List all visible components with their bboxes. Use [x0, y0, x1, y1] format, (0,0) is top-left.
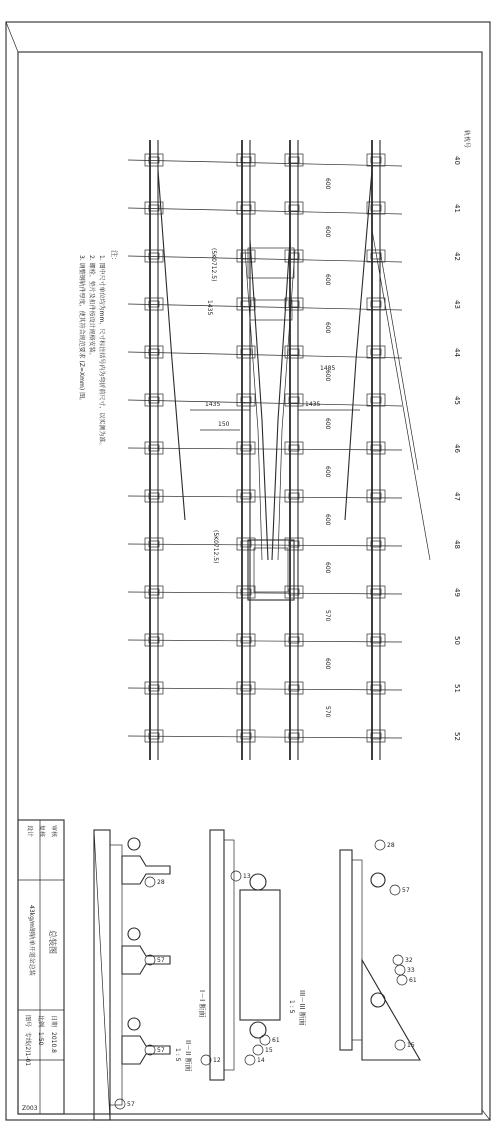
sleeper-line: [128, 256, 402, 262]
spacing-dimension: 570: [324, 610, 331, 622]
title-meta-key: 日期: [50, 1015, 57, 1028]
part-tag-circle: [375, 840, 385, 850]
part-tag: 61: [409, 977, 417, 984]
section-3-title: III－III 断面: [298, 990, 306, 1026]
sleeper-number: 40: [453, 156, 461, 165]
dim-callout: 150: [218, 421, 230, 428]
sleeper-label: 轨枕号: [463, 130, 470, 149]
section-2-title: II－II 断面: [184, 1040, 192, 1072]
rail-pad: [285, 682, 303, 694]
rail-pad: [237, 634, 255, 646]
rail-pad: [237, 442, 255, 454]
rail-pad: [367, 394, 385, 406]
part-tag: 33: [407, 967, 415, 974]
section-1-title: I－I 断面: [198, 990, 206, 1018]
rail-pad: [285, 394, 303, 406]
part-tag-circle: [115, 1099, 125, 1109]
part-tag-circle: [145, 877, 155, 887]
part-tag: 13: [243, 873, 251, 880]
title-row-label: 审核: [50, 825, 57, 838]
part-tag: 57: [157, 957, 165, 964]
turnout-plan: [128, 130, 471, 760]
part-tag-circle: [253, 1045, 263, 1055]
diverging-rail: [158, 170, 185, 520]
spacing-dimension: 600: [324, 514, 331, 526]
title-meta-value: 专线(2)1-01: [24, 1032, 31, 1067]
rail-pad: [367, 586, 385, 598]
part-tag: 61: [272, 1037, 280, 1044]
rail-pad: [237, 490, 255, 502]
part-tag-circle: [395, 1040, 405, 1050]
title-meta-value: 1:50: [37, 1032, 44, 1046]
section-plate: [210, 830, 224, 1080]
rail-pad: [237, 730, 255, 742]
rail-pad: [367, 682, 385, 694]
sleeper-number: 48: [453, 540, 461, 549]
rail-pad: [367, 634, 385, 646]
sleeper-line: [128, 640, 402, 642]
dim-callout: 1485: [320, 365, 336, 372]
sleeper-number: 50: [453, 636, 461, 645]
rail-pad: [237, 202, 255, 214]
sleeper-line: [128, 736, 402, 738]
rail-pad: [285, 634, 303, 646]
sleeper-number: 51: [453, 684, 461, 693]
bolt-head: [371, 873, 385, 887]
part-tag: 12: [213, 1057, 221, 1064]
part-tag-circle: [397, 975, 407, 985]
sleeper-number: 52: [453, 732, 461, 741]
title-meta-key: 图号: [24, 1015, 31, 1028]
frog-rail: [272, 240, 290, 560]
part-tag: 14: [257, 1057, 265, 1064]
title-block-frame: [18, 820, 64, 1114]
sleeper-line: [128, 208, 402, 214]
title-row-label: 设计: [26, 825, 33, 838]
corner-mark: [6, 22, 18, 52]
sleeper-number: 44: [453, 348, 461, 357]
sleeper-number: 45: [453, 396, 461, 405]
sleeper-line: [128, 160, 402, 166]
sleeper-line: [128, 448, 402, 450]
rail-pad: [145, 346, 163, 358]
section-3-scale: 1 : 5: [288, 1000, 295, 1014]
rail-pad: [237, 394, 255, 406]
rail-pad: [145, 250, 163, 262]
dim-callout: 1435: [206, 300, 213, 316]
rail-pad: [285, 202, 303, 214]
rail-pad: [285, 490, 303, 502]
dim-callout: 1435: [205, 401, 221, 408]
bolt-head: [250, 874, 266, 890]
sleeper-line: [128, 352, 402, 358]
spacing-dimension: 600: [324, 226, 331, 238]
part-tag: 28: [387, 842, 395, 849]
part-tag: 28: [157, 879, 165, 886]
sleeper-number: 47: [453, 492, 461, 501]
corner-mark: [482, 1110, 490, 1120]
tie-plate: [110, 845, 122, 1105]
title-meta-value: 2010.8: [50, 1032, 57, 1053]
drawing-subtitle: 43kg/m钢轨单开道岔总装: [28, 905, 35, 976]
sleeper-line: [128, 400, 402, 406]
notes: [78, 250, 119, 448]
part-tag-circle: [395, 965, 405, 975]
bolt-head: [128, 1018, 140, 1030]
section-3: [288, 850, 420, 1060]
part-tag-circle: [245, 1055, 255, 1065]
dim-callout: (5K0712.5): [212, 530, 219, 564]
spacing-dimension: 600: [324, 274, 331, 286]
rail-pad: [367, 730, 385, 742]
part-tag: 15: [407, 1042, 415, 1049]
frog-rail: [250, 240, 268, 560]
spacing-dimension: 600: [324, 562, 331, 574]
rail-pad: [237, 682, 255, 694]
spacing-dimension: 600: [324, 322, 331, 334]
section-plate: [340, 850, 352, 1050]
rail-pad: [145, 394, 163, 406]
notes-heading: 注：: [110, 250, 118, 264]
part-tag-circle: [231, 871, 241, 881]
title-meta-key: 比例: [37, 1015, 44, 1028]
sleeper-number: 43: [453, 300, 461, 309]
rail-pad: [145, 298, 163, 310]
sheet-code: Z003: [22, 1105, 38, 1112]
diverging-rail: [345, 170, 372, 520]
part-tag: 57: [402, 887, 410, 894]
bolt-head: [371, 993, 385, 1007]
sleeper-line: [128, 544, 402, 546]
sleeper-number: 41: [453, 204, 461, 213]
rail-pad: [145, 154, 163, 166]
bolt-head: [250, 1022, 266, 1038]
dim-callout: 1435: [305, 401, 321, 408]
spacing-dimension: 600: [324, 658, 331, 670]
block: [240, 890, 280, 1020]
title-row-label: 复核: [38, 825, 45, 838]
sleeper-number: 42: [453, 252, 461, 261]
part-tag: 57: [157, 1047, 165, 1054]
dim-callout: (5K0712.5): [210, 248, 217, 282]
spacing-dimension: 600: [324, 418, 331, 430]
part-tag: 32: [405, 957, 413, 964]
rail-pad: [237, 586, 255, 598]
frog-block-inner: [254, 548, 288, 592]
rail-pad: [367, 298, 385, 310]
rail-pad: [237, 154, 255, 166]
section-1: [94, 830, 207, 1120]
title-block: [18, 820, 64, 1114]
rail-pad: [367, 154, 385, 166]
note-3: 3. 调整钢轨件厚度，使其符合规范要求 (Z=Xmm) 图。: [78, 255, 85, 405]
sleeper-number: 46: [453, 444, 461, 453]
section-hatch: [94, 830, 110, 1120]
rail-pad: [367, 538, 385, 550]
drawing-title: 总装图: [48, 930, 57, 954]
note-2: 2. 螺栓、垫片及扣件按设计规格安装。: [88, 255, 95, 359]
spacing-dimension: 600: [324, 178, 331, 190]
tie-plate: [224, 840, 234, 1070]
spacing-dimension: 600: [324, 466, 331, 478]
dimension-line: [380, 250, 418, 470]
rail-pad: [367, 490, 385, 502]
part-tag: 15: [265, 1047, 273, 1054]
spacing-dimension: 570: [324, 706, 331, 718]
rail-pad: [285, 442, 303, 454]
section-2: [174, 830, 280, 1080]
sleeper-line: [128, 688, 402, 690]
part-tag: 57: [127, 1101, 135, 1108]
part-tag-circle: [393, 955, 403, 965]
part-tag-circle: [390, 885, 400, 895]
sleeper-number: 49: [453, 588, 461, 597]
bolt-head: [128, 838, 140, 850]
rail-pad: [285, 154, 303, 166]
note-1: 1. 图中尺寸单位均为mm，尺寸标注括号内为弯折前尺寸，以实测为准。: [98, 255, 105, 449]
rail-pad: [367, 346, 385, 358]
rail-pad: [367, 442, 385, 454]
rail-pad: [285, 730, 303, 742]
part-tag-circle: [260, 1035, 270, 1045]
bolt-head: [128, 928, 140, 940]
dimension-line: [372, 230, 430, 560]
tie-plate: [352, 860, 362, 1040]
section-2-scale: 1 : 5: [174, 1048, 181, 1062]
spacing-dimension: 600: [324, 370, 331, 382]
